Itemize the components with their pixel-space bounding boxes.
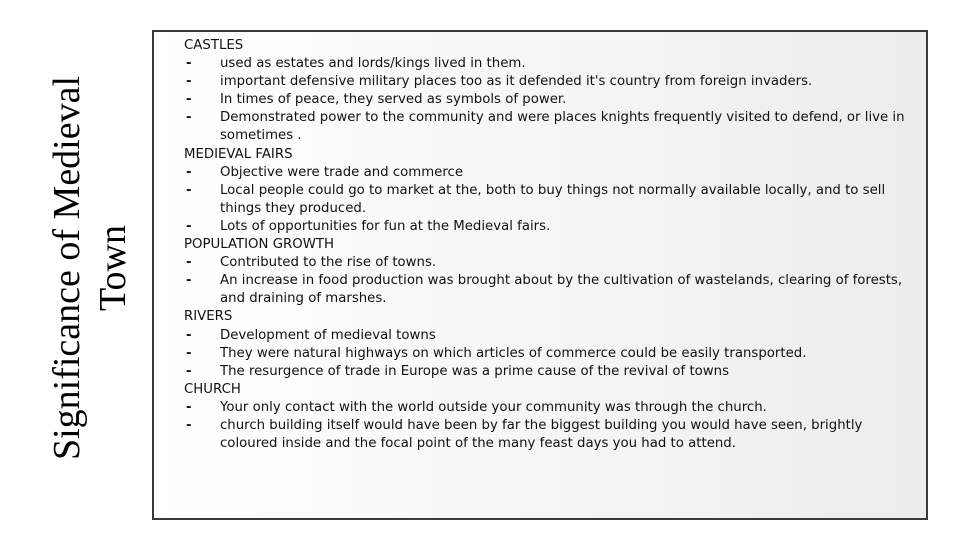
bullet-dash-icon: - — [186, 74, 192, 90]
bullet-item — [184, 182, 914, 218]
bullet-text: They were natural highways on which articles of commerce could be easily transported. — [220, 345, 807, 361]
bullet-text: Lots of opportunities for fun at the Medieval fairs. — [220, 218, 551, 234]
bullet-text: An increase in food production was brought about by the cultivation of wastelands, clearing of forests, and draining of marshes. — [220, 273, 903, 307]
document-content — [184, 37, 914, 453]
bullet-text: Local people could go to market at the, both to buy things not normally available locally, and to sell things they produced. — [220, 182, 886, 216]
bullet-dash-icon: - — [186, 56, 192, 72]
bullet-text: used as estates and lords/kings lived in them. — [220, 56, 526, 72]
bullet-dash-icon: - — [186, 345, 192, 361]
bullet-item — [184, 254, 914, 272]
bullet-dash-icon: - — [186, 164, 192, 180]
bullet-text: Development of medieval towns — [220, 327, 436, 343]
section-heading: CHURCH — [184, 381, 241, 397]
bullet-dash-icon: - — [186, 399, 192, 415]
bullet-dash-icon: - — [186, 182, 192, 198]
bullet-text: In times of peace, they served as symbols of power. — [220, 92, 567, 108]
section-heading: MEDIEVAL FAIRS — [184, 146, 293, 162]
bullet-item — [184, 91, 914, 109]
section-medieval-fairs — [184, 146, 914, 236]
bullet-item — [184, 73, 914, 91]
bullet-item — [184, 417, 914, 453]
slide-title-line-1: Significance of Medieval — [46, 75, 88, 460]
section-population-growth — [184, 236, 914, 308]
bullet-text: Objective were trade and commerce — [220, 164, 464, 180]
section-rivers — [184, 308, 914, 380]
bullet-dash-icon: - — [186, 110, 192, 126]
bullet-text: Your only contact with the world outside your community was through the church. — [220, 399, 767, 415]
section-heading: CASTLES — [184, 38, 244, 53]
bullet-dash-icon: - — [186, 92, 192, 108]
slide-title-text — [44, 75, 136, 459]
bullet-item — [184, 55, 914, 73]
section-church — [184, 381, 914, 453]
bullet-text: The resurgence of trade in Europe was a prime cause of the revival of towns — [220, 363, 730, 379]
bullet-text: Demonstrated power to the community and were places knights frequently visited to defend, or live in sometimes . — [220, 110, 905, 144]
section-castles — [184, 37, 914, 146]
bullet-item — [184, 164, 914, 182]
bullet-dash-icon: - — [186, 417, 192, 433]
bullet-item — [184, 399, 914, 417]
bullet-dash-icon: - — [186, 363, 192, 379]
document-image — [152, 30, 928, 520]
bullet-dash-icon: - — [186, 255, 192, 271]
section-heading: POPULATION GROWTH — [184, 237, 334, 253]
bullet-text: Contributed to the rise of towns. — [220, 255, 437, 271]
bullet-item — [184, 327, 914, 345]
slide-title — [42, 40, 138, 495]
bullet-dash-icon: - — [186, 273, 192, 289]
bullet-item — [184, 109, 914, 145]
bullet-item — [184, 272, 914, 308]
bullet-text: church building itself would have been by far the biggest building you would have seen, brightly coloured inside and the focal point of the many feast days you had to attend. — [220, 417, 863, 452]
section-heading: RIVERS — [184, 309, 233, 325]
bullet-item — [184, 345, 914, 363]
bullet-dash-icon: - — [186, 327, 192, 343]
bullet-item — [184, 218, 914, 236]
bullet-dash-icon: - — [186, 218, 192, 234]
bullet-item — [184, 363, 914, 381]
bullet-text: important defensive military places too as it defended it's country from foreign invaders. — [220, 74, 813, 90]
slide-title-line-2: Town — [92, 224, 134, 311]
